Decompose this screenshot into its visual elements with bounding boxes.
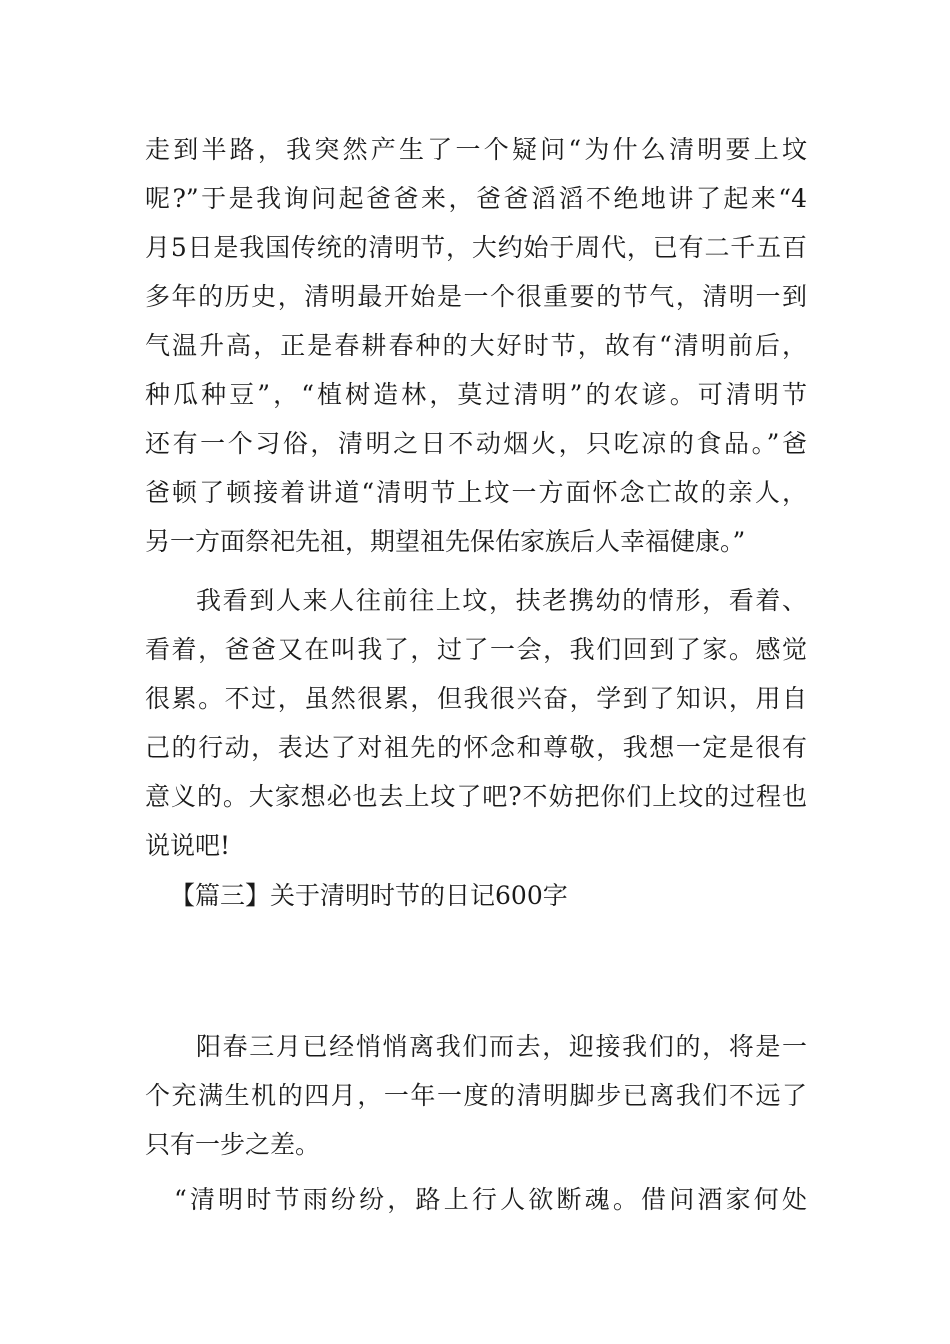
paragraph-3-line-3: 只有一步之差。 — [145, 1130, 321, 1159]
paragraph-1-line-7: 还有一个习俗，清明之日不动烟火，只吃凉的食品。”爸 — [145, 429, 807, 458]
paragraph-2-line-3: 很累。不过，虽然很累，但我很兴奋，学到了知识，用自 — [145, 684, 807, 713]
paragraph-1-line-9: 另一方面祭祀先祖，期望祖先保佑家族后人幸福健康。” — [145, 527, 746, 556]
paragraph-1-line-8: 爸顿了顿接着讲道“清明节上坟一方面怀念亡故的亲人， — [145, 478, 807, 507]
paragraph-2-line-2: 看着，爸爸又在叫我了，过了一会，我们回到了家。感觉 — [145, 635, 807, 664]
section-heading: 【篇三】关于清明时节的日记600字 — [170, 881, 568, 910]
paragraph-1-line-6: 种瓜种豆”，“植树造林，莫过清明”的农谚。可清明节 — [145, 380, 807, 409]
paragraph-1-line-3: 月5日是我国传统的清明节，大约始于周代，已有二千五百 — [145, 233, 807, 262]
paragraph-4-line-1: “清明时节雨纷纷，路上行人欲断魂。借问酒家何处 — [174, 1185, 807, 1214]
paragraph-3-line-2: 个充满生机的四月，一年一度的清明脚步已离我们不远了 — [145, 1081, 807, 1110]
paragraph-2-line-5: 意义的。大家想必也去上坟了吧?不妨把你们上坟的过程也 — [145, 782, 807, 811]
paragraph-2-line-1: 我看到人来人往前往上坟，扶老携幼的情形，看着、 — [196, 586, 807, 615]
paragraph-1-line-1: 走到半路，我突然产生了一个疑问“为什么清明要上坟 — [145, 135, 807, 164]
paragraph-2-line-4: 己的行动，表达了对祖先的怀念和尊敬，我想一定是很有 — [145, 733, 807, 762]
paragraph-3-line-1: 阳春三月已经悄悄离我们而去，迎接我们的，将是一 — [196, 1032, 807, 1061]
paragraph-1-line-4: 多年的历史，清明最开始是一个很重要的节气，清明一到 — [145, 282, 807, 311]
paragraph-2-line-6: 说说吧! — [145, 831, 231, 860]
paragraph-1-line-2: 呢?”于是我询问起爸爸来，爸爸滔滔不绝地讲了起来“4 — [145, 184, 807, 213]
paragraph-1-line-5: 气温升高，正是春耕春种的大好时节，故有“清明前后， — [145, 331, 807, 360]
